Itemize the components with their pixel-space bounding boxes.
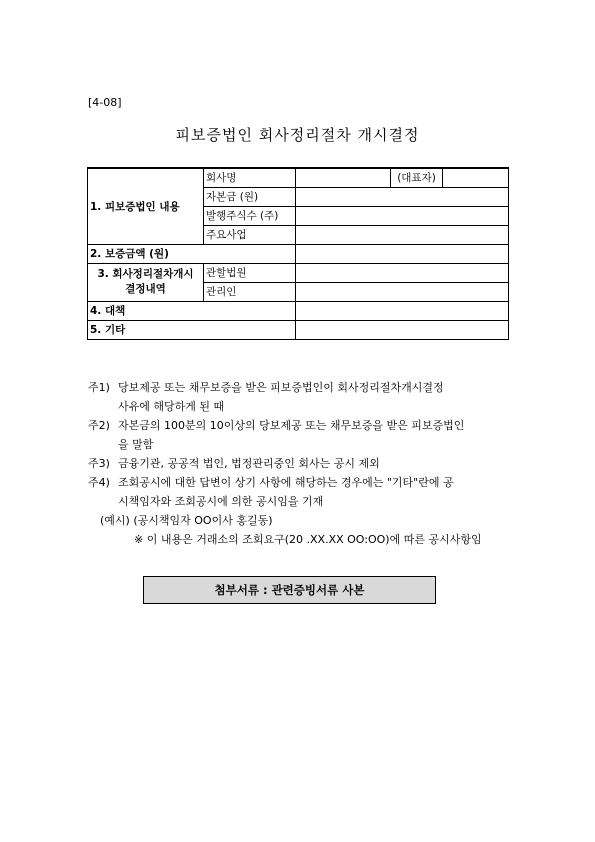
capital-label: 자본금 (원) [204,187,296,206]
capital-value[interactable] [296,187,509,206]
example-line: (예시) (공시책임자 OO이사 홍길동) [100,514,273,527]
company-name-value[interactable] [296,168,391,187]
administrator-value[interactable] [296,282,509,301]
note-label: 주2) [88,419,110,432]
section4-value[interactable] [296,301,509,320]
star-note: ※ 이 내용은 거래소의 조회요구(20 .XX.XX OO:OO)에 따른 공시사항임 [134,533,482,546]
section2-label: 2. 보증금액 (원) [88,244,296,263]
administrator-label: 관리인 [204,282,296,301]
note-line: 사유에 해당하게 된 때 [118,400,225,413]
section5-label: 5. 기타 [88,320,296,339]
table-row [88,244,509,263]
table-row [88,168,509,187]
section4-label: 4. 대책 [88,301,296,320]
main-business-value[interactable] [296,225,509,244]
attachment-box: 첨부서류 : 관련증빙서류 사본 [143,576,436,604]
note-label: 주4) [88,476,110,489]
table-row [88,301,509,320]
court-label: 관할법원 [204,263,296,282]
representative-label: (대표자) [391,168,443,187]
table-row [88,320,509,339]
note-3 [88,454,518,473]
section3-label [88,263,204,301]
company-name-label: 회사명 [204,168,296,187]
note-1 [88,378,518,416]
note-line: 시책임자와 조회공시에 의한 공시임을 기재 [118,495,324,508]
note-line: 조회공시에 대한 답변이 상기 사항에 해당하는 경우에는 "기타"란에 공 [118,476,454,489]
table-row [88,263,509,282]
section1-label: 1. 피보증법인 내용 [88,168,204,244]
note-label: 주1) [88,381,110,394]
note-line: 자본금의 100분의 10이상의 당보제공 또는 채무보증을 받은 피보증법인 [118,419,465,432]
document-title: 피보증법인 회사정리절차 개시결정 [175,126,420,144]
court-value[interactable] [296,263,509,282]
note-line: 을 말함 [118,438,154,451]
document-code: [4-08] [88,96,122,109]
note-4 [88,473,518,511]
section5-value[interactable] [296,320,509,339]
note-label: 주3) [88,457,110,470]
section3-label-line1: 3. 회사정리절차개시 [97,268,194,280]
note-line: 금융기관, 공공적 법인, 법정관리중인 회사는 공시 제외 [118,457,380,470]
main-business-label: 주요사업 [204,225,296,244]
footnotes [88,378,518,549]
disclosure-form-table [87,167,509,340]
note-line: 당보제공 또는 채무보증을 받은 피보증법인이 회사정리절차개시결정 [118,381,444,394]
section3-label-line2: 결정내역 [125,283,166,295]
note-2 [88,416,518,454]
issued-shares-value[interactable] [296,206,509,225]
representative-value[interactable] [443,168,509,187]
section2-value[interactable] [296,244,509,263]
issued-shares-label: 발행주식수 (주) [204,206,296,225]
